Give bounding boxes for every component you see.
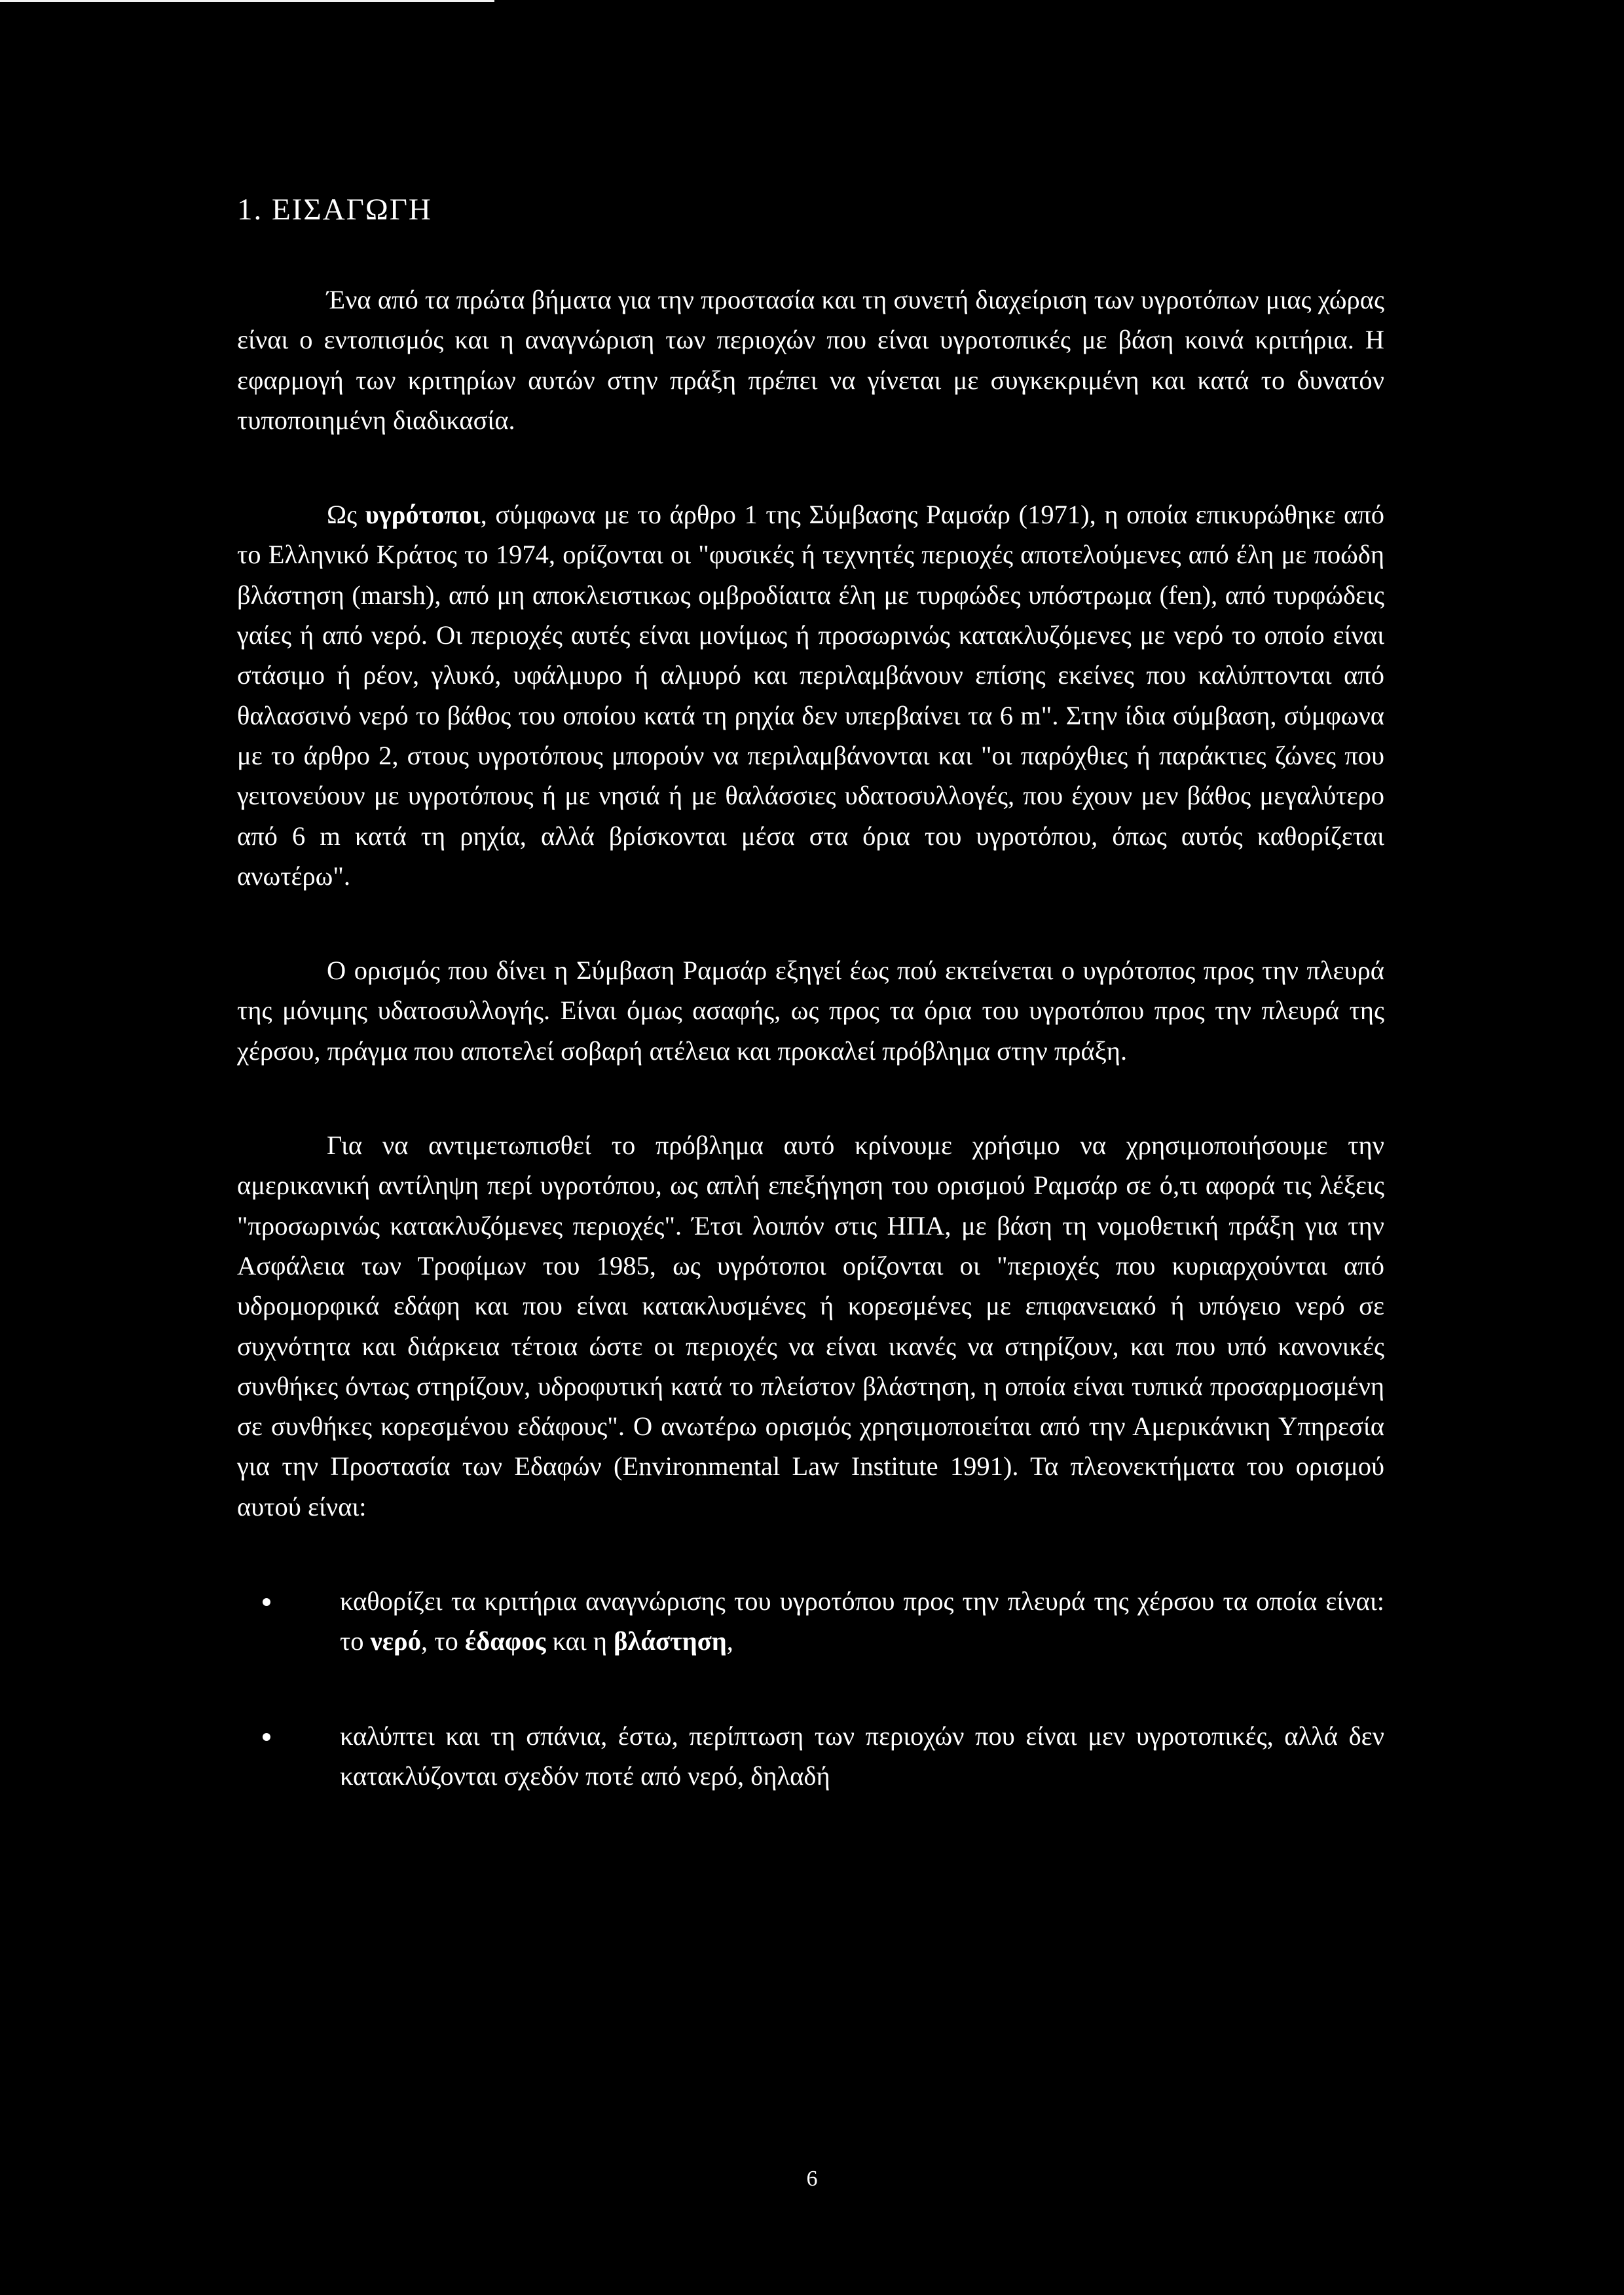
advantages-list (237, 1581, 1384, 1796)
section-heading: 1. ΕΙΣΑΓΩΓΗ (237, 193, 432, 227)
list-item (237, 1581, 1384, 1662)
bullet-icon (263, 1733, 270, 1741)
list-item-text: καθορίζει τα κριτήρια αναγνώρισης του υγροτόπου προς την πλευρά της χέρσου τα οποία είναι: το (340, 1586, 1384, 1656)
list-item-text: καλύπτει και τη σπάνια, έστω, περίπτωση των περιοχών που είναι μεν υγροτοπικές, αλλά δεν κατακλύζονται σχεδόν ποτέ από νερό, δηλαδή (340, 1721, 1384, 1791)
document-page (237, 193, 1384, 1850)
term-soil: έδαφος (464, 1626, 546, 1656)
paragraph-ramsar-definition (237, 494, 1384, 896)
bullet-icon (263, 1598, 270, 1606)
paragraph-ramsar-post: , σύμφωνα με το άρθρο 1 της Σύμβασης Ραμσάρ (1971), η οποία επικυρώθηκε από το Ελληνικό Κράτος το 1974, ορίζονται οι "φυσικές ή τεχνητές περιοχές αποτελούμενες από έλη με ποώδη βλάστηση (marsh), από μη αποκλειστικως ομβροδίαιτα έλη με τυρφώδες υπόστρωμα (fen), από τυρφώδεις γαίες ή από νερό. Οι περιοχές αυτές είναι μονίμως ή προσωρινώς κατακλυζόμενες με νερό το οποίο είναι στάσιμο ή ρέον, γλυκό, υφάλμυρο ή αλμυρό και περιλαμβάνουν επίσης εκείνες που καλύπτονται από θαλασσινό νερό το βάθος του οποίου κατά τη ρηχία δεν υπερβαίνει τα 6 m". Στην ίδια σύμβαση, σύμφωνα με το άρθρο 2, στους υγροτόπους μπορούν να περιλαμβάνονται και "οι παρόχθιες ή παράκτιες ζώνες που γειτονεύουν με υγροτόπους ή με νησιά ή με θαλάσσιες υδατοσυλλογές, που έχουν μεν βάθος μεγαλύτερο από 6 m κατά τη ρηχία, αλλά βρίσκονται μέσα στα όρια του υγροτόπου, όπως αυτός καθορίζεται ανωτέρω". (237, 500, 1384, 891)
term-vegetation: βλάστηση (614, 1626, 727, 1656)
paragraph-ramsar-pre: Ως (327, 500, 365, 530)
list-item (237, 1716, 1384, 1797)
page-number: 6 (806, 2167, 818, 2191)
term-water: νερό (370, 1626, 421, 1656)
term-wetlands: υγρότοποι (365, 500, 481, 530)
list-item-text: και η (545, 1626, 614, 1656)
paragraph-us-definition: Για να αντιμετωπισθεί το πρόβλημα αυτό κρίνουμε χρήσιμο να χρησιμοποιήσουμε την αμερικανική αντίληψη περί υγροτόπου, ως απλή επεξήγηση του ορισμού Ραμσάρ σε ό,τι αφορά τις λέξεις "προσωρινώς κατακλυζόμενες περιοχές". Έτσι λοιπόν στις ΗΠΑ, με βάση τη νομοθετική πράξη για την Ασφάλεια των Τροφίμων του 1985, ως υγρότοποι ορίζονται οι "περιοχές που κυριαρχούνται από υδρομορφικά εδάφη και που είναι κατακλυσμένες ή κορεσμένες με επιφανειακό ή υπόγειο νερό σε συχνότητα και διάρκεια τέτοια ώστε οι περιοχές να είναι ικανές να στηρίζουν, και που υπό κανονικές συνθήκες όντως στηρίζουν, υδροφυτική κατά το πλείστον βλάστηση, η οποία είναι τυπικά προσαρμοσμένη σε συνθήκες κορεσμένου εδάφους". Ο ανωτέρω ορισμός χρησιμοποιείται από την Αμερικάνικη Υπηρεσία για την Προστασία των Εδαφών (Environmental Law Institute 1991). Τα πλεονεκτήματα του ορισμού αυτού είναι: (237, 1130, 1384, 1521)
list-item-text: , (726, 1626, 733, 1656)
paragraph-intro: Ένα από τα πρώτα βήματα για την προστασία και τη συνετή διαχείριση των υγροτόπων μιας χώρας είναι ο εντοπισμός και η αναγνώριση των περιοχών που είναι υγροτοπικές με βάση κοινά κριτήρια. Η εφαρμογή των κριτηρίων αυτών στην πράξη πρέπει να γίνεται με συγκεκριμένη και κατά το δυνατόν τυποποιημένη διαδικασία. (237, 285, 1384, 435)
paragraph-ramsar-limits: Ο ορισμός που δίνει η Σύμβαση Ραμσάρ εξηγεί έως πού εκτείνεται ο υγρότοπος προς την πλευρά της μόνιμης υδατοσυλλογής. Είναι όμως ασαφής, ως προς τα όρια του υγροτόπου προς την πλευρά της χέρσου, πράγμα που αποτελεί σοβαρή ατέλεια και προκαλεί πρόβλημα στην πράξη. (237, 956, 1384, 1066)
scan-edge-bar (0, 0, 494, 2)
list-item-text: , το (420, 1626, 465, 1656)
